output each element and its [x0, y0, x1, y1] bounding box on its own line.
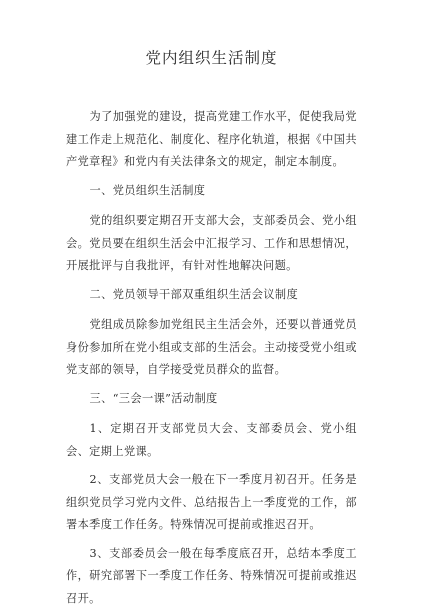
section3-heading: 三、“三会一课”活动制度 — [66, 388, 357, 411]
section3-item-2: 2、支部党员大会一般在下一季度月初召开。任务是组织党员学习党内文件、总结报告上一季度党的工作，部署本季度工作任务。特殊情况可提前或推迟召开。 — [66, 469, 357, 537]
document-title: 党内组织生活制度 — [66, 48, 357, 68]
section1-heading: 一、党员组织生活制度 — [66, 180, 357, 203]
section2-heading: 二、党员领导干部双重组织生活会议制度 — [66, 284, 357, 307]
section1-paragraph: 党的组织要定期召开支部大会，支部委员会、党小组会。党员要在组织生活会中汇报学习、工作和思想情况，开展批评与自我批评，有针对性地解决问题。 — [66, 210, 357, 278]
section2-paragraph: 党组成员除参加党组民主生活会外，还要以普通党员身份参加所在党小组或支部的生活会。主动接受党小组或党支部的领导，自学接受党员群众的监督。 — [66, 314, 357, 382]
intro-paragraph: 为了加强党的建设，提高党建工作水平，促使我局党建工作走上规范化、制度化、程序化轨道，根据《中国共产党章程》和党内有关法律条文的规定，制定本制度。 — [66, 106, 357, 174]
section3-item-1: 1、定期召开支部党员大会、支部委员会、党小组会、定期上党课。 — [66, 418, 357, 463]
section3-item-3: 3、支部委员会一般在每季度底召开，总结本季度工作，研究部署下一季度工作任务、特殊情况可提前或推迟召开。 — [66, 543, 357, 610]
